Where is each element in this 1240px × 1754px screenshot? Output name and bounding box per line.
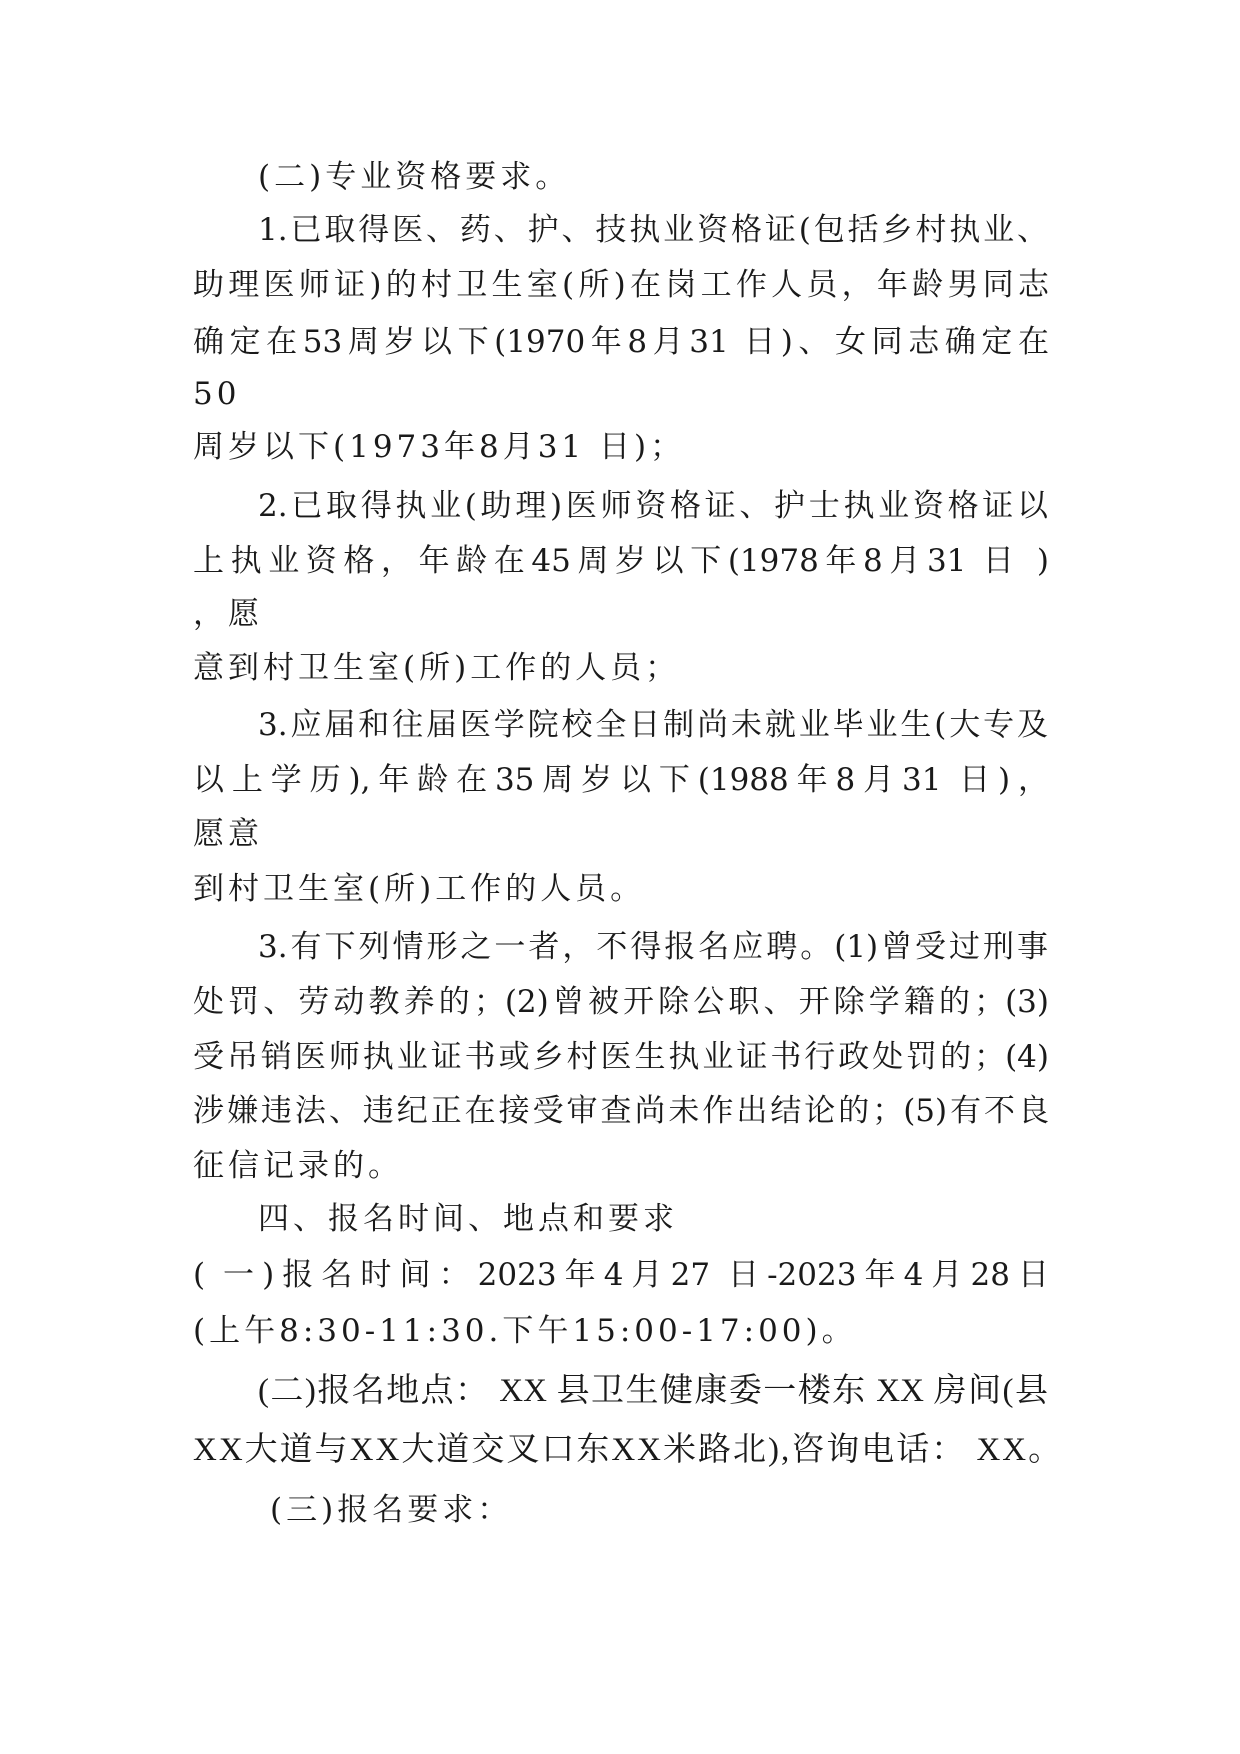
paragraph-line: 助理医师证)的村卫生室(所)在岗工作人员，年龄男同志 — [193, 267, 1049, 303]
paragraph-line: 愿意 — [193, 816, 263, 852]
paragraph-line: 2.已取得执业(助理)医师资格证、护士执业资格证以 — [258, 488, 1048, 524]
paragraph-line: 1.已取得医、药、护、技执业资格证(包括乡村执业、 — [258, 212, 1048, 248]
paragraph-line: 受吊销医师执业证书或乡村医生执业证书行政处罚的；(4) — [193, 1039, 1049, 1075]
paragraph-line: 确定在53周岁以下(1970年8月31 日)、女同志确定在 — [193, 324, 1049, 360]
paragraph-line: 3.应届和往届医学院校全日制尚未就业毕业生(大专及 — [258, 707, 1048, 743]
paragraph-line: XX大道与XX大道交叉口东XX米路北),咨询电话： XX。 — [193, 1432, 1064, 1468]
paragraph-line: 50 — [193, 376, 241, 412]
paragraph-line: 3.有下列情形之一者，不得报名应聘。(1)曾受过刑事 — [258, 929, 1048, 965]
section-heading-registration: 四、报名时间、地点和要求 — [258, 1201, 678, 1237]
paragraph-line: (二)报名地点： XX 县卫生健康委一楼东 XX 房间(县 — [258, 1373, 1048, 1409]
paragraph-line: ( 一)报名时间：2023年4月27 日-2023年4月28日 — [193, 1257, 1049, 1293]
paragraph-line: 上执业资格，年龄在45周岁以下(1978年8月31 日 ) — [193, 543, 1049, 579]
section-heading-qualifications: (二)专业资格要求。 — [258, 159, 571, 195]
section-heading-requirements: (三)报名要求： — [270, 1492, 513, 1528]
paragraph-line: (上午8:30-11:30.下午15:00-17:00)。 — [193, 1313, 857, 1349]
paragraph-line: 涉嫌违法、违纪正在接受审查尚未作出结论的；(5)有不良 — [193, 1093, 1049, 1129]
paragraph-line: 意到村卫生室(所)工作的人员； — [193, 650, 681, 686]
paragraph-line: 以上学历),年龄在35周岁以下(1988年8月31 日)， — [193, 762, 1049, 798]
paragraph-line: 处罚、劳动教养的；(2)曾被开除公职、开除学籍的；(3) — [193, 984, 1049, 1020]
paragraph-line: ，愿 — [193, 596, 263, 632]
paragraph-line: 周岁以下(1973年8月31 日)； — [193, 429, 686, 465]
paragraph-line: 到村卫生室(所)工作的人员。 — [193, 871, 646, 907]
paragraph-line: 征信记录的。 — [193, 1148, 403, 1184]
